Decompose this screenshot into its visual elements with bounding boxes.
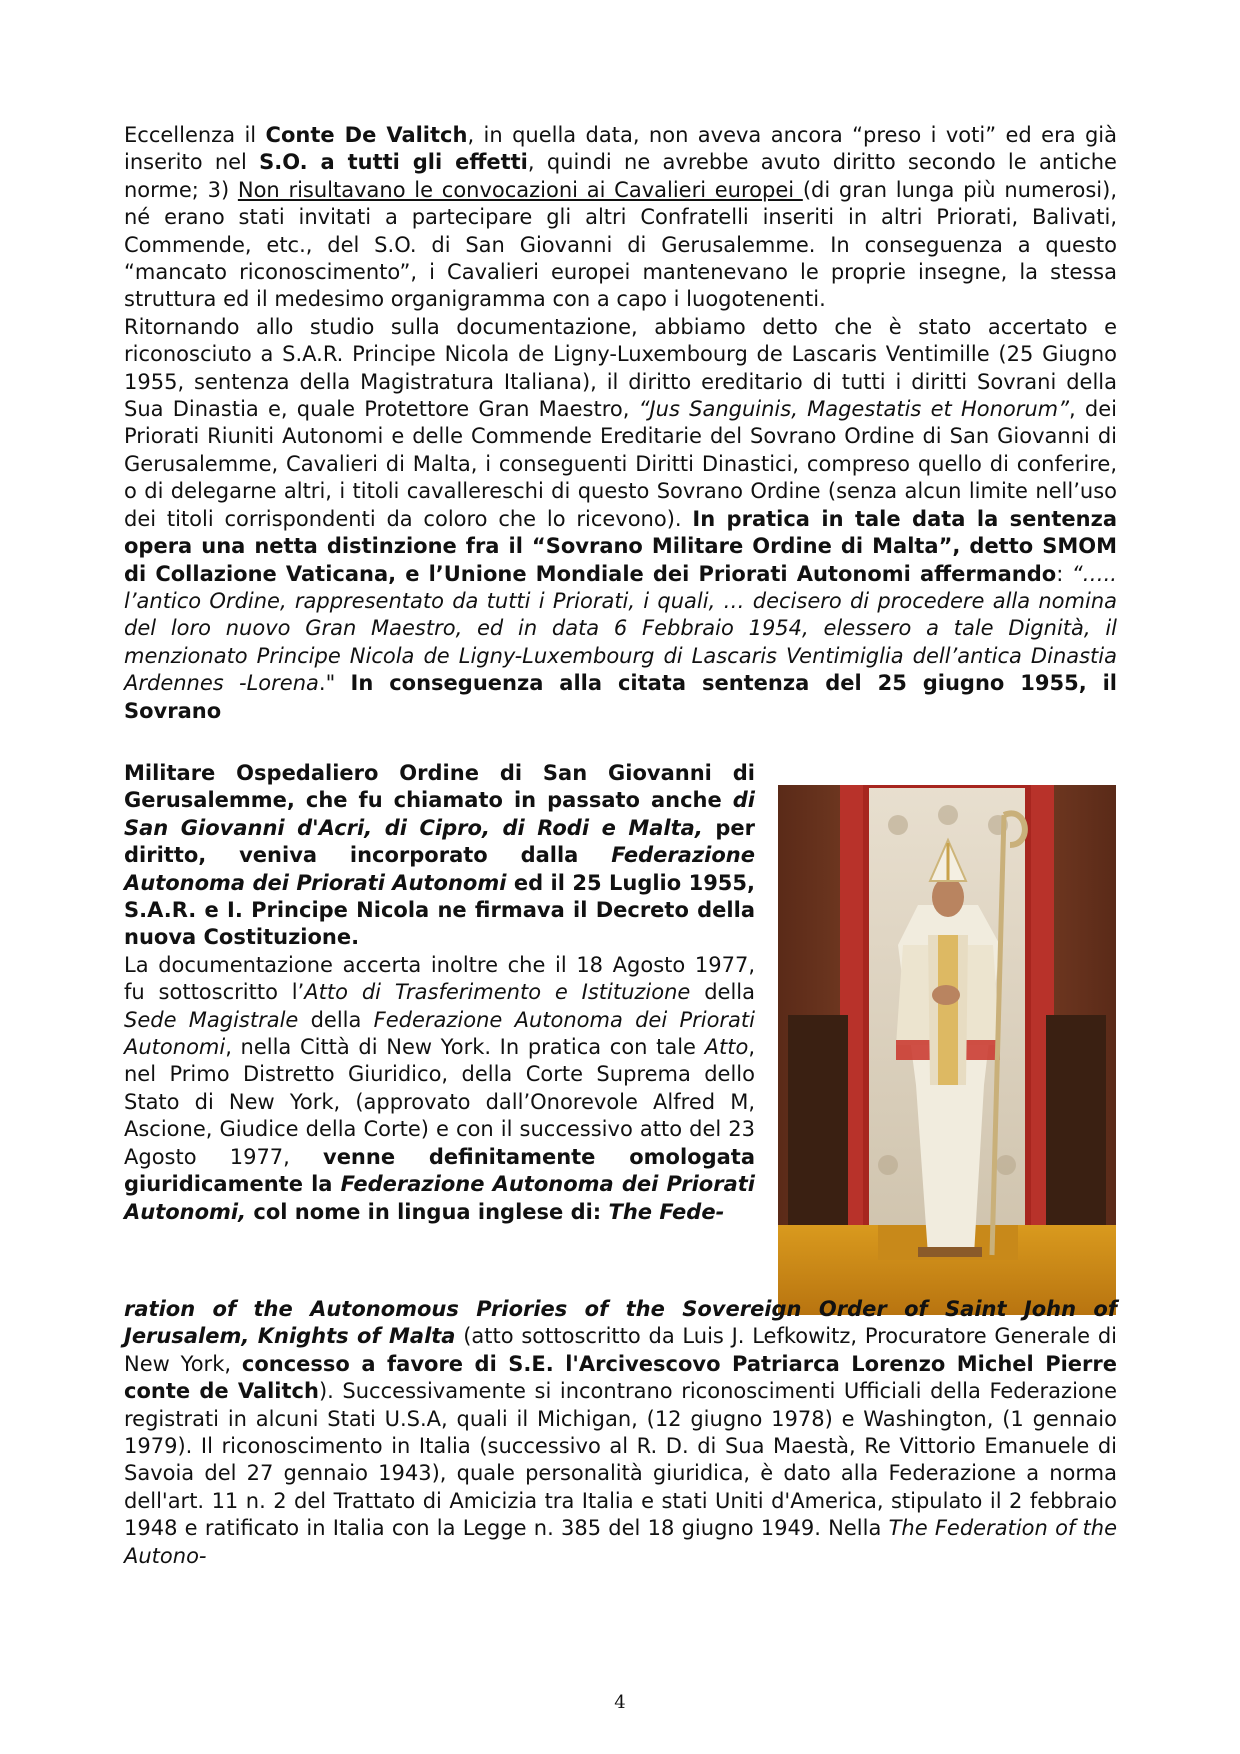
text-run: Atto <box>704 1035 749 1060</box>
text-run: , nella Città di New York. In pratica con tale <box>225 1035 705 1060</box>
text-run: ed il 25 Luglio 1955, S.A.R. e I. Principe Nicola ne firmava il Decreto della nuova Costituzione. <box>124 870 756 950</box>
text-run: ration of the Autonomous Priories of the Sovereign Order of Saint John of Jerusalem, Knights of Malta <box>124 1297 1117 1349</box>
text-run: (di gran lunga più numerosi), né erano stati invitati a partecipare gli altri Confratelli inseriti in altri Priorati, Balivati, Commende, etc., del S.O. di San Giovanni di Gerusalemme. In conseguenza a questo “mancato riconoscimento”, i Cavalieri europei mantenevano le proprie insegne, la stessa struttura ed il medesimo organigramma con a capo i luogotenenti. <box>124 177 1117 312</box>
text-run: Federazione Autonoma dei Priorati Autonomi <box>124 1007 755 1060</box>
text-run: della <box>298 1007 374 1032</box>
text-run: In conseguenza alla citata sentenza del 25 giugno 1955, il Sovrano <box>124 671 1118 723</box>
text-run: venne definitamente omologata giuridicamente la <box>124 1144 755 1197</box>
text-run: Federazione Autonoma dei Priorati Autonomi <box>124 843 755 895</box>
text-run: La documentazione accerta inoltre che il 18 Agosto 1977, fu sottoscritto l’ <box>124 952 755 1005</box>
text-run: , quindi ne avrebbe avuto diritto secondo le antiche norme; 3) <box>124 150 1117 202</box>
text-run: , in quella data, non aveva ancora “preso i voti” ed era già inserito nel <box>124 123 1117 175</box>
text-run: The Fede- <box>608 1199 725 1224</box>
text-run: Eccellenza il <box>124 123 266 147</box>
text-run: Non risultavano le convocazioni ai Cavalieri europei <box>237 177 803 202</box>
page-number: 4 <box>614 1692 626 1713</box>
text-run: Ritornando allo studio sulla documentazione, abbiamo detto che è stato accertato e riconosciuto a S.A.R. Principe Nicola de Ligny-Luxembourg de Lascaris Ventimille (25 Giugno 1955, sentenza della Magistratura Italiana), il diritto ereditario di tutti i diritti Sovrani della Sua Dinastia e, quale Protettore Gran Maestro, <box>124 314 1117 422</box>
text-run: “….. l’antico Ordine, rappresentato da tutti i Priorati, i quali, … decisero di procedere alla nomina del loro nuovo Gran Maestro, ed in data 6 Febbraio 1954, elessero a tale Dignità, il menzionato Principe Nicola de Ligny-Luxembourg di Lascaris Ventimiglia dell’antica Dinastia Ardennes -Lorena <box>124 561 1117 696</box>
bishop-photo <box>778 785 1116 1315</box>
text-run: Sede Magistrale <box>124 1007 299 1032</box>
text-run: Conte De Valitch <box>265 123 468 147</box>
text-run: , dei Priorati Riuniti Autonomi e delle Commende Ereditarie del Sovrano Ordine di San Giovanni di Gerusalemme, Cavalieri di Malta, i conseguenti Diritti Dinastici, compreso quello di conferire, o di delegarne altri, i titoli cavallereschi di questo Sovrano Ordine (senza alcun limite nell’uso dei titoli corrispondenti da coloro che lo ricevono). <box>124 397 1117 531</box>
text-run: : <box>1056 561 1072 586</box>
text-run: Militare Ospedaliero Ordine di San Giovanni di Gerusalemme, che fu chiamato in passato anche <box>124 761 755 813</box>
text-run: della <box>690 980 755 1005</box>
paragraph-block-beside-photo <box>124 760 755 1226</box>
text-run: concesso a favore di S.E. l'Arcivescovo Patriarca Lorenzo Michel Pierre conte de Valitch <box>124 1351 1117 1404</box>
text-run: ). Successivamente si incontrano riconoscimenti Ufficiali della Federazione registrati in alcuni Stati U.S.A, quali il Michigan, (12 giugno 1978) e Washington, (1 gennaio 1979). Il riconoscimento in Italia (successivo al R. D. di Sua Maestà, Re Vittorio Emanuele di Savoia del 27 gennaio 1943), quale personalità giuridica, è dato alla Federazione a norma dell'art. 11 n. 2 del Trattato di Amicizia tra Italia e stati Uniti d'America, stipulato il 2 febbraio 1948 e ratificato in Italia con la Legge n. 385 del 18 giugno 1949. Nella <box>124 1379 1117 1541</box>
text-run: S.O. a tutti gli effetti <box>259 150 528 175</box>
paragraph-block-bottom <box>124 1296 1117 1570</box>
text-run: “Jus Sanguinis, Magestatis et Honorum” <box>638 397 1070 422</box>
text-run: , nel Primo Distretto Giuridico, della Corte Suprema dello Stato di New York, (approvato dall’Onorevole Alfred M, Ascione, Giudice della Corte) e con il successivo atto del 23 Agosto 1977, <box>124 1035 755 1169</box>
paragraph-block-top <box>124 122 1117 725</box>
text-run: The Federation of the Autono- <box>124 1516 1118 1568</box>
text-run: di San Giovanni d'Acri, di Cipro, di Rodi e Malta, <box>124 788 755 840</box>
text-run: ." <box>318 671 351 696</box>
text-run: Federazione Autonoma dei Priorati Autonomi, <box>124 1172 755 1224</box>
text-run: per diritto, veniva incorporato dalla <box>124 815 755 868</box>
text-run: Atto di Trasferimento e Istituzione <box>304 980 691 1005</box>
text-run: (atto sottoscritto da Luis J. Lefkowitz, Procuratore Generale di New York, <box>124 1324 1118 1376</box>
text-run: In pratica in tale data la sentenza opera una netta distinzione fra il “Sovrano Militare Ordine di Malta”, detto SMOM di Collazione Vaticana, e l’Unione Mondiale dei Priorati Autonomi affermando <box>124 506 1117 586</box>
text-run: col nome in lingua inglese di: <box>246 1199 609 1224</box>
